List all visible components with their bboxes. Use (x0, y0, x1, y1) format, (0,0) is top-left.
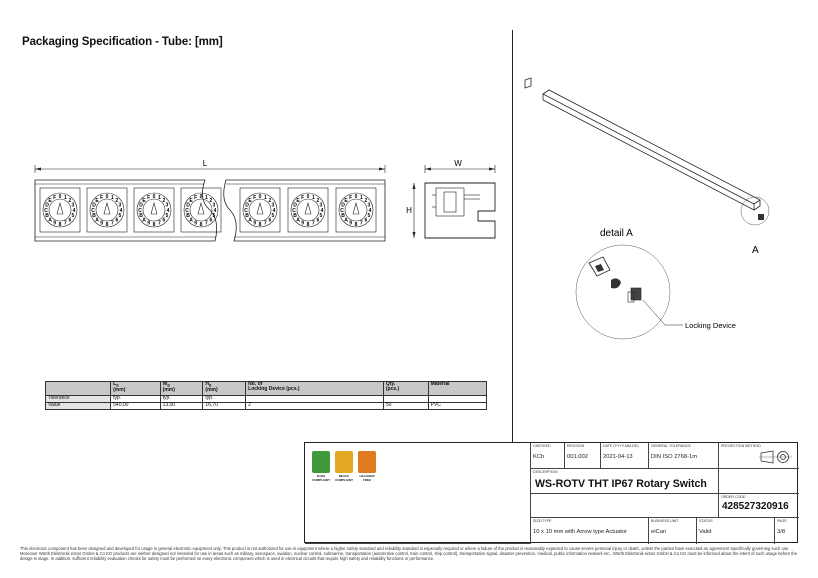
reach-badge (335, 451, 353, 473)
dial-digit: A (248, 217, 252, 224)
projection-cell: PROJECTION METHOD (719, 443, 799, 469)
dial-digit: 6 (268, 217, 272, 224)
dial-digit: 3 (319, 202, 323, 209)
row-label: Tolerance (46, 396, 111, 403)
table-cell: 13,00 (160, 403, 203, 410)
dial-digit: 9 (53, 220, 56, 227)
arrow-actuator-icon (257, 203, 263, 214)
halogen-sub: FREE (362, 478, 371, 482)
dial-digit: 4 (320, 207, 324, 214)
dial-digit: 6 (316, 217, 320, 224)
dial-digit: 3 (367, 202, 371, 209)
dial-digit: 1 (312, 194, 315, 201)
arrow-actuator-icon (57, 203, 63, 214)
blank-cell (719, 469, 799, 494)
dial-digit: C (292, 207, 296, 214)
dial-digit: 2 (316, 197, 320, 204)
rohs-label: RoHS (316, 474, 326, 478)
dial-digit: B (139, 213, 143, 220)
dial-digit: 1 (205, 194, 208, 201)
table-header-w0: $W_0$ (mm) (160, 382, 203, 396)
halogen-label: HALOGEN (359, 474, 375, 478)
tube-side-view (20, 155, 400, 245)
table-cell: 2 (246, 403, 384, 410)
dial-digit: 2 (364, 197, 368, 204)
dial-digit: A (95, 217, 99, 224)
dial-digit: 9 (349, 220, 352, 227)
dial-digit: E (142, 197, 146, 204)
spec-table (45, 381, 487, 410)
order-code-cell: ORDER CODE 428527320916 (719, 494, 799, 518)
dial-digit: 9 (253, 220, 256, 227)
size-type-cell: SIZE/TYPE 10 x 10 mm with Arrow type Actuator (531, 518, 649, 544)
dial-digit: C (340, 207, 344, 214)
table-cell: typ. (160, 396, 203, 403)
dial-digit: 8 (199, 221, 203, 228)
business-unit-cell: BUSINESS UNIT eiCan (649, 518, 697, 544)
page-cell: PAGE 3/8 (777, 519, 787, 535)
page-title: Packaging Specification - Tube: [mm] (22, 36, 223, 48)
dial-digit: B (45, 213, 49, 220)
dial-digit: E (48, 197, 52, 204)
table-cell: 16,70 (203, 403, 246, 410)
dial-digit: 7 (64, 220, 67, 227)
dial-digit: 1 (264, 194, 267, 201)
dial-digit: 2 (268, 197, 272, 204)
dial-digit: C (44, 207, 48, 214)
date-cell: DATE (YYYY-MM-DD) 2021-04-13 (601, 443, 649, 469)
order-code: 428527320916 (722, 501, 789, 512)
dial-digit: 8 (258, 221, 262, 228)
dial-digit: 7 (111, 220, 114, 227)
dial-digit: D (139, 202, 143, 209)
detail-title: detail A (600, 228, 633, 239)
reach-label: REACh (338, 474, 350, 478)
dial-digit: 6 (209, 217, 213, 224)
dial-digit: 7 (264, 220, 267, 227)
dial-digit: A (296, 217, 300, 224)
checked-cell: CHECKED KCh (531, 443, 565, 469)
revision-cell: REVISION 001.002 (565, 443, 601, 469)
arrow-actuator-icon (104, 203, 110, 214)
dial-digit: F (301, 194, 305, 201)
description-cell: DESCRIPTION WS-ROTV THT IP67 Rotary Switch (531, 469, 719, 494)
dial-digit: F (194, 194, 198, 201)
dimension-w-label: W (454, 159, 462, 168)
dial-digit: 5 (319, 213, 323, 220)
dial-digit: C (244, 207, 248, 214)
tolerance-cell: GENERAL TOLERANCE DIN ISO 2768-1m (649, 443, 719, 469)
dial-digit: C (138, 207, 142, 214)
dimension-l-label: L (202, 159, 208, 168)
dial-digit: B (341, 213, 345, 220)
dial-digit: 2 (115, 197, 119, 204)
dial-digit: 1 (111, 194, 114, 201)
dial-digit: E (95, 197, 99, 204)
dial-digit: 1 (360, 194, 363, 201)
dial-digit: D (92, 202, 96, 209)
dial-digit: E (344, 197, 348, 204)
halogen-free-badge (358, 451, 376, 473)
dial-digit: 5 (165, 213, 169, 220)
tube-isometric-view (515, 70, 805, 350)
dial-digit: 2 (162, 197, 166, 204)
dial-digit: 4 (166, 207, 170, 214)
rohs-sub: COMPLIANT (312, 478, 330, 482)
rotary-switch-dials (40, 188, 376, 232)
title-block (304, 442, 798, 543)
dial-digit: 8 (354, 221, 358, 228)
status-cell: STATUS Valid (697, 518, 775, 544)
dial-digit: 5 (71, 213, 75, 220)
dial-digit: 5 (367, 213, 371, 220)
dial-digit: 4 (213, 207, 217, 214)
dial-digit: D (45, 202, 49, 209)
dial-digit: C (185, 207, 189, 214)
dial-digit: 6 (364, 217, 368, 224)
dial-digit: D (341, 202, 345, 209)
dial-digit: 3 (118, 202, 122, 209)
product-title: WS-ROTV THT IP67 Rotary Switch (535, 478, 707, 490)
table-header-empty (46, 382, 111, 396)
dial-digit: 8 (105, 221, 109, 228)
compliance-area (305, 443, 531, 544)
dial-digit: 5 (212, 213, 216, 220)
dial-digit: 3 (71, 202, 75, 209)
dial-digit: 7 (360, 220, 363, 227)
dial-digit: 8 (58, 221, 62, 228)
dial-digit: D (245, 202, 249, 209)
table-header-material: Material (428, 382, 486, 396)
dial-digit: 5 (271, 213, 275, 220)
row-label: Value (46, 403, 111, 410)
vertical-divider (512, 30, 513, 442)
table-cell: typ. (111, 396, 161, 403)
table-row (46, 396, 487, 403)
dial-digit: 6 (162, 217, 166, 224)
dial-digit: 6 (115, 217, 119, 224)
dial-digit: 0 (199, 193, 203, 200)
dial-digit: 2 (68, 197, 72, 204)
arrow-actuator-icon (151, 203, 157, 214)
table-row (46, 403, 487, 410)
dial-digit: 8 (152, 221, 156, 228)
rohs-badge (312, 451, 330, 473)
table-header-qty: Qty. (pcs.) (383, 382, 428, 396)
dial-digit: 2 (209, 197, 213, 204)
tube-end-view (400, 155, 510, 245)
dial-digit: 9 (301, 220, 304, 227)
dial-digit: F (253, 194, 257, 201)
dial-digit: E (296, 197, 300, 204)
locking-device-callout: Locking Device (685, 321, 736, 330)
dial-digit: 4 (272, 207, 276, 214)
dial-digit: C (91, 207, 95, 214)
dial-digit: 9 (194, 220, 197, 227)
dial-digit: 6 (68, 217, 72, 224)
dial-digit: 4 (72, 207, 76, 214)
table-cell (246, 396, 384, 403)
dial-digit: E (189, 197, 193, 204)
dial-digit: 4 (119, 207, 123, 214)
table-header-locking: No. of Locking Device (pcs.) (246, 382, 384, 396)
dial-digit: F (53, 194, 57, 201)
dial-digit: A (344, 217, 348, 224)
dial-digit: B (245, 213, 249, 220)
dial-digit: A (189, 217, 193, 224)
dial-digit: 0 (58, 193, 62, 200)
dial-digit: 1 (64, 194, 67, 201)
dial-digit: A (48, 217, 52, 224)
projection-symbol-icon (759, 449, 793, 465)
dial-digit: 9 (100, 220, 103, 227)
blank-cell-2 (531, 494, 719, 518)
table-cell: 50 (383, 403, 428, 410)
table-cell: 540,00 (111, 403, 161, 410)
dial-digit: 0 (258, 193, 262, 200)
detail-marker-label: A (752, 245, 759, 256)
dimension-h-label: H (406, 206, 412, 215)
table-cell: typ. (203, 396, 246, 403)
dial-digit: B (92, 213, 96, 220)
dial-digit: 8 (306, 221, 310, 228)
dial-digit: 3 (165, 202, 169, 209)
dial-digit: 0 (354, 193, 358, 200)
dial-digit: B (293, 213, 297, 220)
dial-digit: 7 (158, 220, 161, 227)
dial-digit: F (147, 194, 151, 201)
dial-digit: 3 (271, 202, 275, 209)
table-header-h0: $H_0$ (mm) (203, 382, 246, 396)
dial-digit: 3 (212, 202, 216, 209)
dial-digit: 4 (368, 207, 372, 214)
dial-digit: A (142, 217, 146, 224)
dial-digit: 0 (105, 193, 109, 200)
dial-digit: 7 (312, 220, 315, 227)
legal-disclaimer: This electronic component has been designed and developed for usage in general electronic equipment only. This product is not authorized for use in equipment where a higher safety standard and reliability standard is especially required or where a failure of the product is reasonably expected to cause severe personal injury or death, unless the parties have executed an agreement specifically governing such use. Moreover Würth Elektronik eiSos GmbH & Co KG products are neither designed nor intended for use in areas such as military, aerospace, aviation, nuclear control, submarine, transportation (automotive control, train control, ship control), transportation signal, disaster prevention, medical, public information network etc.. Würth Elektronik eiSos GmbH & Co KG must be informed about the intent of such usage before the design-in stage. In addition, sufficient reliability evaluation checks for safety must be performed on every electronic component which is used in electrical circuits that require high safety and reliability functions or performance. (20, 546, 798, 561)
dial-digit: E (248, 197, 252, 204)
dial-digit: 0 (306, 193, 310, 200)
dial-digit: D (186, 202, 190, 209)
arrow-actuator-icon (305, 203, 311, 214)
table-header-l0: $L_0$ (mm) (111, 382, 161, 396)
dial-digit: F (349, 194, 353, 201)
dial-digit: 1 (158, 194, 161, 201)
dial-digit: 7 (205, 220, 208, 227)
table-cell: PVC (428, 403, 486, 410)
dial-digit: F (100, 194, 104, 201)
reach-sub: COMPLIANT (335, 478, 353, 482)
dial-digit: 9 (147, 220, 150, 227)
dial-digit: D (293, 202, 297, 209)
arrow-actuator-icon (353, 203, 359, 214)
dial-digit: 5 (118, 213, 122, 220)
dial-digit: 0 (152, 193, 156, 200)
dial-digit: B (186, 213, 190, 220)
arrow-actuator-icon (198, 203, 204, 214)
